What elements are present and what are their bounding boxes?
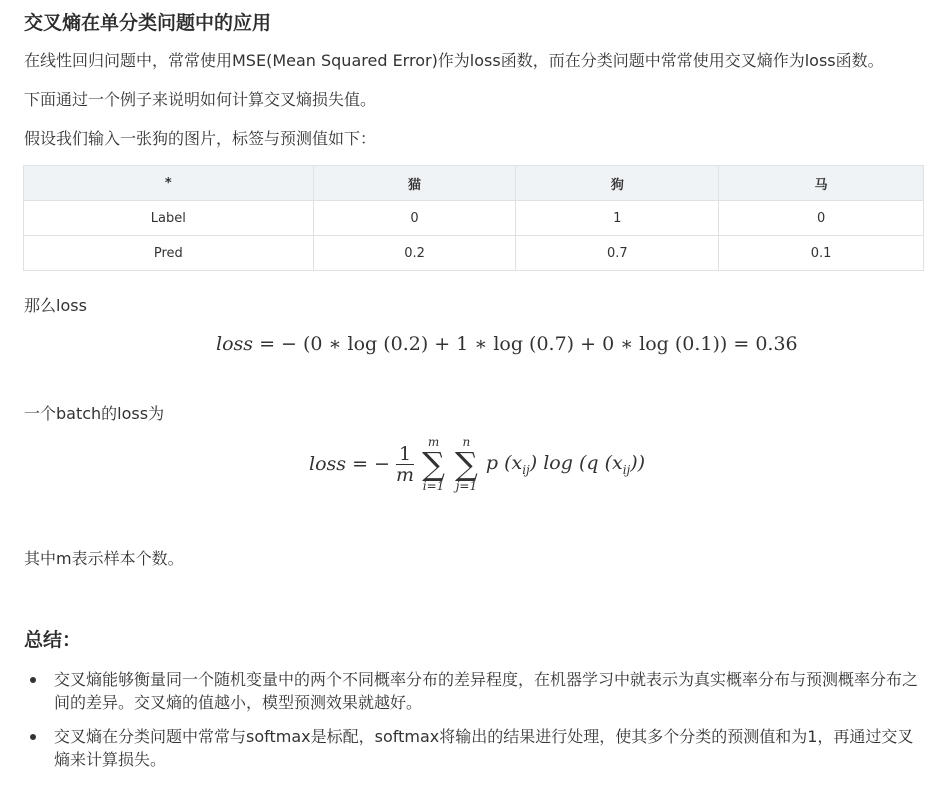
table-cell: 0.2 bbox=[313, 236, 516, 271]
table-header-cell: 狗 bbox=[516, 166, 719, 201]
bullet-icon bbox=[30, 677, 36, 683]
formula1-rhs: = − (0 ∗ log (0.2) + 1 ∗ log (0.7) + 0 ∗ log (0.1)) = 0.36 bbox=[259, 333, 798, 355]
table-cell: 0 bbox=[313, 201, 516, 236]
formula1-lhs: loss bbox=[216, 333, 254, 355]
table-row bbox=[24, 236, 924, 271]
formula2-eq: = − bbox=[352, 453, 390, 475]
assumption-paragraph: 假设我们输入一张狗的图片，标签与预测值如下： bbox=[24, 129, 377, 148]
sum-j-upper: n bbox=[462, 435, 471, 449]
bullet-icon bbox=[30, 734, 36, 740]
summary-list bbox=[30, 668, 920, 782]
m-note-text: 其中m表示样本个数。 bbox=[24, 549, 184, 568]
sum-i-lower: i=1 bbox=[422, 479, 445, 493]
table-header-cell: 马 bbox=[719, 166, 924, 201]
formula2-fraction bbox=[396, 444, 414, 485]
table-header-row bbox=[24, 166, 924, 201]
sum-i-upper: m bbox=[427, 435, 440, 449]
list-item: 交叉熵能够衡量同一个随机变量中的两个不同概率分布的差异程度，在机器学习中就表示为真实概率分布与预测概率分布之间的差异。交叉熵的值越小，模型预测效果就越好。 bbox=[30, 668, 920, 714]
table-row bbox=[24, 201, 924, 236]
batch-loss-text: 一个batch的loss为 bbox=[24, 404, 165, 423]
fraction-denominator: m bbox=[396, 463, 415, 486]
fraction-numerator: 1 bbox=[396, 444, 414, 465]
sum-j bbox=[455, 436, 478, 492]
table-header-cell: 猫 bbox=[313, 166, 516, 201]
table-cell: Pred bbox=[24, 236, 314, 271]
intro-paragraph: 在线性回归问题中，常常使用MSE(Mean Squared Error)作为loss函数，而在分类问题中常常使用交叉熵作为loss函数。 bbox=[24, 51, 884, 70]
table-cell: 0.1 bbox=[719, 236, 924, 271]
then-loss-text: 那么loss bbox=[24, 296, 87, 315]
formula2-lhs: loss bbox=[309, 453, 347, 475]
example-intro-paragraph: 下面通过一个例子来说明如何计算交叉熵损失值。 bbox=[24, 90, 377, 109]
table-cell: Label bbox=[24, 201, 314, 236]
label-pred-table bbox=[23, 165, 924, 271]
table-cell: 1 bbox=[516, 201, 719, 236]
table-cell: 0 bbox=[719, 201, 924, 236]
sum-j-lower: j=1 bbox=[455, 479, 478, 493]
article-title: 交叉熵在单分类问题中的应用 bbox=[24, 12, 272, 34]
summary-title: 总结： bbox=[24, 629, 82, 651]
loss-formula-batch bbox=[309, 436, 645, 492]
table-cell: 0.7 bbox=[516, 236, 719, 271]
table-header-cell: * bbox=[24, 166, 314, 201]
loss-formula-single bbox=[216, 333, 798, 355]
sigma-icon: ∑ bbox=[454, 445, 478, 483]
list-item: 交叉熵在分类问题中常常与softmax是标配，softmax将输出的结果进行处理，使其多个分类的预测值和为1，再通过交叉熵来计算损失。 bbox=[30, 725, 920, 771]
sum-i bbox=[422, 436, 445, 492]
formula2-body: p $(x_{ij})$ log (q $(x_{ij})$) bbox=[485, 451, 646, 477]
sigma-icon: ∑ bbox=[422, 445, 445, 483]
